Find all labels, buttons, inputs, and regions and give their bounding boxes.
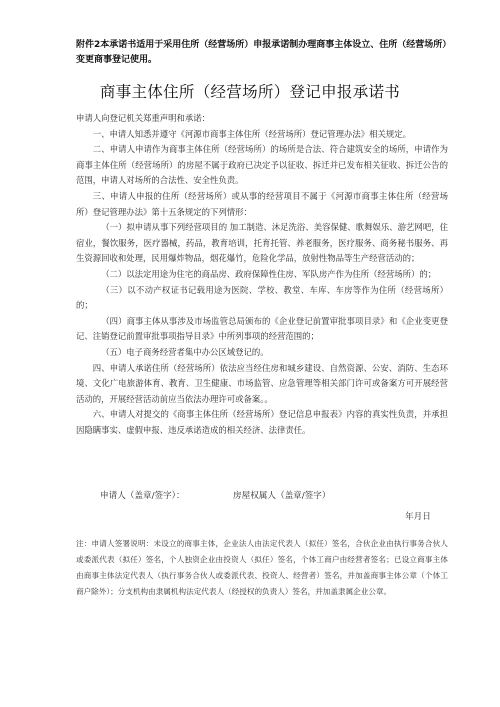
clause-3-item-5: （五）电子商务经营者集中办公区域登记的。 bbox=[101, 346, 269, 357]
applicant-signature-label: 申请人（盖章/签字）： bbox=[100, 491, 185, 501]
clause-3: 三、申请人申报的住所（经营场所）或从事的经营项目不属于《河源市商事主体住所（经营场所）登记管理办法》第十五条规定的下列情形： bbox=[76, 190, 448, 217]
clause-3-item-1: （一）拟申请从事下列经营项目的 加工制造、沐足洗浴、美容保健、歌舞娱乐、游艺网吧，住宿业，餐饮服务，医疗器械，药品，教育培训，托育托管、养老服务，医疗服务、商务秘书服务、再生资源回收和处理，民用爆炸物品，烟花爆竹，危险化学品，放射性物品等生产经营活动的； bbox=[76, 222, 448, 264]
date-label: 年月日 bbox=[405, 512, 431, 522]
document-title: 商事主体住所（经营场所）登记申报承诺书 bbox=[99, 83, 401, 101]
clause-3-item-2: （二）以法定用途为住宅的商品房、政府保障性住房、军队房产作为住所（经营场所）的； bbox=[101, 268, 437, 279]
signing-footnote: 注：申请人签署说明：未设立的商事主体，企业法人由法定代表人（拟任）签名，合伙企业由执行事务合伙人或委派代表（拟任）签名，个人独资企业由投资人（拟任）签名，个体工商户由经营者签名；已设立商事主体由商事主体法定代表人（执行事务合伙人或委派代表、投资人、经营者）签名，并加盖商事主体公章（个体工商户除外）；分支机构由隶属机构法定代表人（经授权的负责人）签名，并加盖隶属企业公章。 bbox=[76, 539, 448, 596]
clause-3-item-3: （三）以不动产权证书记载用途为医院、学校、教堂、车库、车房等作为住所（经营场所）的； bbox=[76, 284, 448, 311]
owner-signature-label: 房屋权属人（盖章/签字） bbox=[233, 491, 331, 501]
clause-1: 一、申请人知悉并遵守《河源市商事主体住所（经营场所）登记管理办法》相关规定。 bbox=[92, 128, 412, 139]
intro-paragraph: 申请人向登记机关郑重声明和承诺： bbox=[76, 113, 210, 123]
top-note: 附件2本承诺书适用于采用住所（经营场所）申报承诺制办理商事主体设立、住所（经营场所）变更商事登记使用。 bbox=[76, 40, 447, 65]
clause-2: 二、申请人申请作为商事主体住所（经营场所）的场所是合法、符合建筑安全的场所，申请作为商事主体住所（经营场所）的房屋不属于政府已决定予以征收、拆迁并已发布相关征收、拆迁公告的范围，申请人对场所的合法性、安全性负责。 bbox=[76, 144, 448, 186]
clause-4: 四、申请人承诺住所（经营场所）依法应当经住房和城乡建设、自然资源、公安、消防、生态环境、文化广电旅游体育、教育、卫生健康、市场监管、应急管理等相关部门许可或备案方可开展经营活动的，开展经营活动前应当依法办理许可或备案。。 bbox=[76, 362, 448, 404]
clause-3-item-4: （四）商事主体从事涉及市场监管总局颁布的《企业登记前置审批事项目录》和《企业变更登记、注销登记前置审批事项指导目录》中所列事项的经营范围的； bbox=[76, 315, 448, 342]
clause-6: 六、申请人对提交的《商事主体住所（经营场所）登记信息申报表》内容的真实性负责，并承担因隐瞒事实、虚假申报、违反承诺造成的相关经济、法律责任。 bbox=[76, 409, 448, 435]
document-body bbox=[76, 111, 448, 438]
